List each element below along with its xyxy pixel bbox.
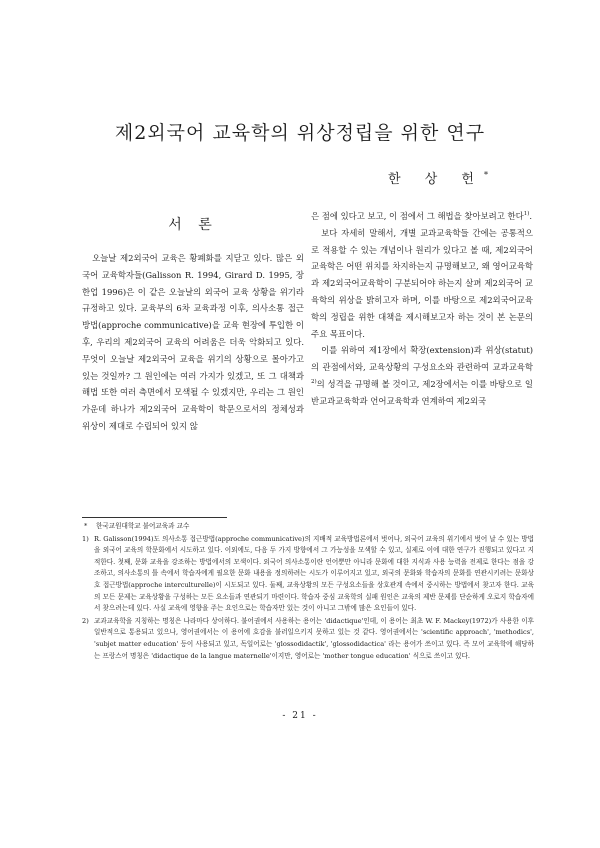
footnote-divider	[82, 517, 227, 518]
left-column	[82, 210, 304, 435]
footnote-ref: 1)	[523, 211, 530, 218]
footnote-number: *	[84, 522, 88, 530]
paragraph-text: 은 점에 있다고 보고, 이 점에서 그 해법을 찾아보려고 한다	[311, 211, 524, 221]
footnote-text: R. Galisson(1994)도 의사소통 접근방법(approche communicative)의 지배적 교육방법론에서 벗어나, 외국어 교육의 위기에서 벗어 날 수 있는 방법을 외국어 교육의 학문화에서 시도하고 있다. 이외에도, 다음 두 가지 방향에서 그 가능성을 모색할 수 있고, 실제로 이에 대한 연구가 진행되고 있다고 지적한다. 첫째, 문화 교육을 강조하는 방법에서의 모색이다. 외국어 의사소통이란 언어뿐만 아니라 문화에 대한 지식과 사용 능력을 전제로 한다는 점을 강조하고, 의사소통의 틀 속에서 학습자에게 필요한 문화 내용을 정의하려는 시도가 이루어지고 있고, 외국의 문화와 학습자의 문화를 연관시키려는 문화상호 접근방법(approche interculturelle)이 시도되고 있다. 둘째, 교육상황의 모든 구성요소들을 상호관계 속에서 중시하는 방법에서 찾고자 한다. 교육의 모든 문제는 교육상황을 구성하는 모든 요소들과 연관되기 마련이다. 학습자 중심 교육학의 실패 원인은 교육의 제반 문제를 단순하게 오로지 학습자에서 찾으려는데 있다. 사실 교육에 영향을 주는 요인으로는 학습자만 있는 것이 아니고 그밖에 많은 요인들이 있다.	[94, 534, 534, 613]
author-text: 한 상 헌	[388, 172, 484, 187]
page-number: - 21 -	[282, 711, 318, 721]
right-column	[311, 208, 533, 410]
body-paragraph	[311, 342, 533, 409]
paragraph-text: 이를 위하여 제1장에서 확장(extension)과 위상(statut)의 관점에서와, 교육상황의 구성요소와 관련하여 교과교육학	[311, 345, 533, 373]
footnote-text: 교과교육학을 지칭하는 명칭은 나라마다 상이하다. 불어권에서 사용하는 용어는 'didactique'인데, 이 용어는 최초 W. F. Mackey(1972)가 사용한 이후 일반적으로 통용되고 있으나, 영어권에서는 이 용어에 호감을 불러일으키지 못하고 있는 것 같다. 영어권에서는 'scientific approach', 'methodics', 'subjet matter education' 등이 사용되고 있고, 독일어로는 'glossodidactik', 'glossodidactica' 라는 용어가 쓰이고 있다. 즉 모어 교육학에 해당하는 프랑스어 명칭은 'didactique de la langue maternelle'이지만, 영어로는 'mother tongue education' 식으로 쓰이고 있다.	[94, 616, 534, 660]
footnote-number: 2)	[82, 616, 89, 625]
footnote-2	[82, 616, 534, 662]
footnote-text: 한국교원대학교 불어교육과 교수	[96, 522, 190, 530]
footnotes	[82, 521, 534, 663]
footnote-affiliation	[82, 521, 534, 533]
paragraph-text: 보다 자세히 말해서, 개별 교과교육학들 간에는 공통적으로 적용할 수 있는 개념이나 원리가 있다고 볼 때, 제2외국어 교육학은 어떤 위치를 차지하는지 규명해보고, 왜 영어교육학과 제2외국어교육학이 구분되어야 하는지 살펴 제2외국어 교육학의 위상을 밝히고자 하며, 이를 바탕으로 제2외국어교육학의 정립을 위한 대책을 제시해보고자 하는 것이 본 논문의 주요 목표이다.	[311, 227, 533, 339]
author-footnote-mark: *	[484, 170, 488, 180]
footnote-number: 1)	[82, 534, 89, 543]
body-paragraph	[311, 225, 533, 343]
paper-title: 제2외국어 교육학의 위상정립을 위한 연구	[114, 122, 486, 144]
paragraph-tail: .	[529, 211, 533, 221]
body-paragraph	[311, 208, 533, 225]
paragraph-tail: 의 성격을 규명해 볼 것이고, 제2장에서는 이를 바탕으로 일반교과교육학과 언어교육학과 연계하여 제2외국	[311, 378, 533, 406]
section-heading: 서 론	[168, 217, 218, 233]
body-paragraph: 오늘날 제2외국어 교육은 황폐화를 지닫고 있다. 많은 외국어 교육학자들(Galisson R. 1994, Girard D. 1995, 장한업 1996)은 이 같은 오늘날의 외국어 교육 상황을 위기라 규정하고 있다. 교육부의 6차 교육과정 이후, 의사소통 접근방법(approche communicative)을 교육 현장에 투입한 이후, 우리의 제2외국어 교육의 어려움은 더욱 악화되고 있다. 무엇이 오늘날 제2외국어 교육을 위기의 상황으로 몰아가고 있는 것일까? 그 원인에는 여러 가지가 있겠고, 또 그 대책과 해법 또한 여러 측면에서 모색될 수 있겠지만, 우리는 그 원인 가운데 하나가 제2외국어 교육학이 학문으로서의 정체성과 위상이 제대로 수립되어 있지 않	[82, 253, 304, 431]
author-name	[388, 168, 488, 187]
footnote-ref: 2)	[311, 379, 317, 386]
footnote-1	[82, 534, 534, 615]
